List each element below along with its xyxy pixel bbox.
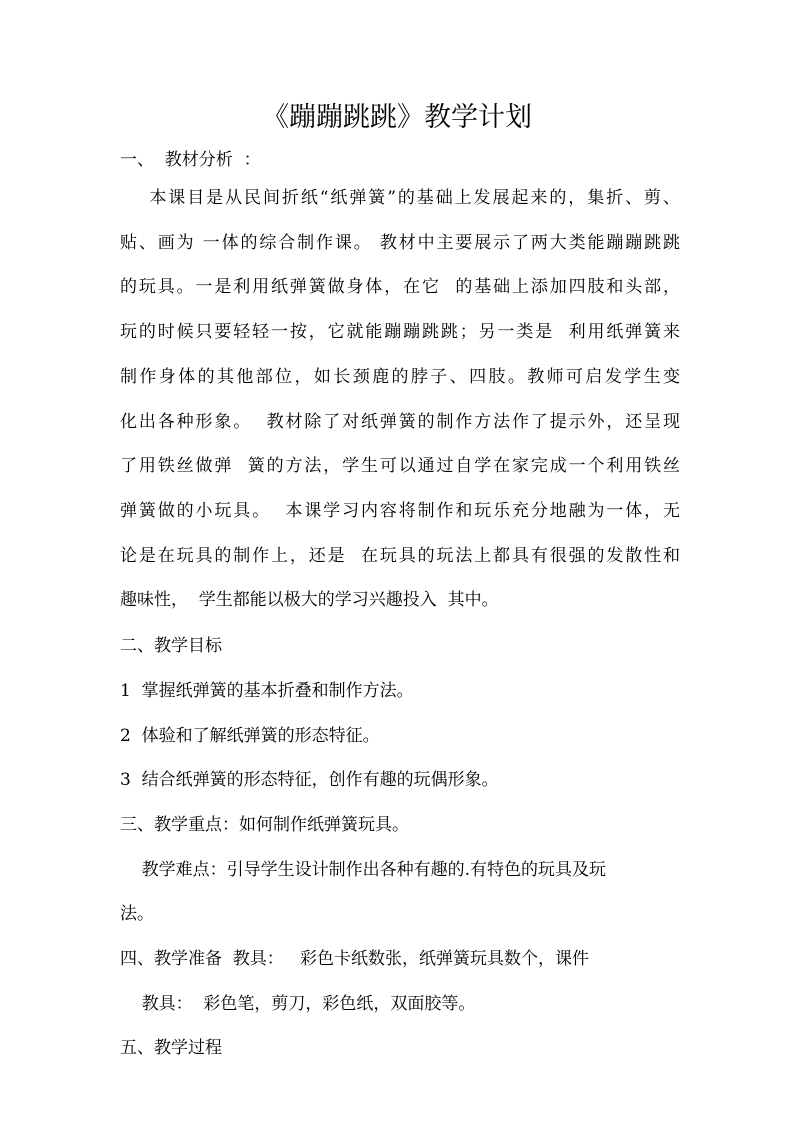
- paragraph-line: 趣味性， 学生都能以极大的学习兴趣投入 其中。: [120, 590, 499, 610]
- difficulty-line: 法。: [120, 904, 154, 924]
- paragraph-line: 的玩具。一是利用纸弹簧做身体，在它 的基础上添加四肢和头部，: [120, 277, 680, 297]
- section-heading-goals: 二、教学目标: [120, 636, 222, 656]
- paragraph-line: 本课目是从民间折纸“纸弹簧”的基础上发展起来的，集折、剪、: [120, 188, 680, 208]
- section-heading-preparation: 四、教学准备 教具： 彩色卡纸数张，纸弹簧玩具数个，课件: [120, 949, 590, 969]
- paragraph-line: 玩的时候只要轻轻一按，它就能蹦蹦跳跳；另一类是 利用纸弹簧来: [120, 322, 680, 342]
- goal-item: 1 掌握纸弹簧的基本折叠和制作方法。: [120, 681, 414, 701]
- paragraph-line: 了用铁丝做弹 簧的方法，学生可以通过自学在家完成一个利用铁丝: [120, 456, 680, 476]
- goal-item: 2 体验和了解纸弹簧的形态特征。: [120, 726, 380, 746]
- preparation-line: 教具： 彩色笔，剪刀，彩色纸，双面胶等。: [120, 994, 476, 1014]
- paragraph-line: 制作身体的其他部位，如长颈鹿的脖子、四肢。教师可启发学生变: [120, 367, 680, 387]
- paragraph-line: 弹簧做的小玩具。 本课学习内容将制作和玩乐充分地融为一体，无: [120, 501, 680, 521]
- goal-item: 3 结合纸弹簧的形态特征，创作有趣的玩偶形象。: [120, 770, 499, 790]
- paragraph-line: 化出各种形象。 教材除了对纸弹簧的制作方法作了提示外，还呈现: [120, 412, 680, 432]
- page-title: 《蹦蹦跳跳》教学计划: [262, 102, 532, 133]
- difficulty-line: 教学难点：引导学生设计制作出各种有趣的.有特色的玩具及玩: [120, 860, 607, 880]
- paragraph-line: 论是在玩具的制作上，还是 在玩具的玩法上都具有很强的发散性和: [120, 546, 680, 566]
- section-heading-process: 五、教学过程: [120, 1038, 222, 1058]
- paragraph-line: 贴、画为 一体的综合制作课。 教材中主要展示了两大类能蹦蹦跳跳: [120, 233, 680, 253]
- section-heading-key-points: 三、教学重点：如何制作纸弹簧玩具。: [120, 815, 409, 835]
- section-heading-materials: 一、 教材分析 ：: [120, 150, 261, 170]
